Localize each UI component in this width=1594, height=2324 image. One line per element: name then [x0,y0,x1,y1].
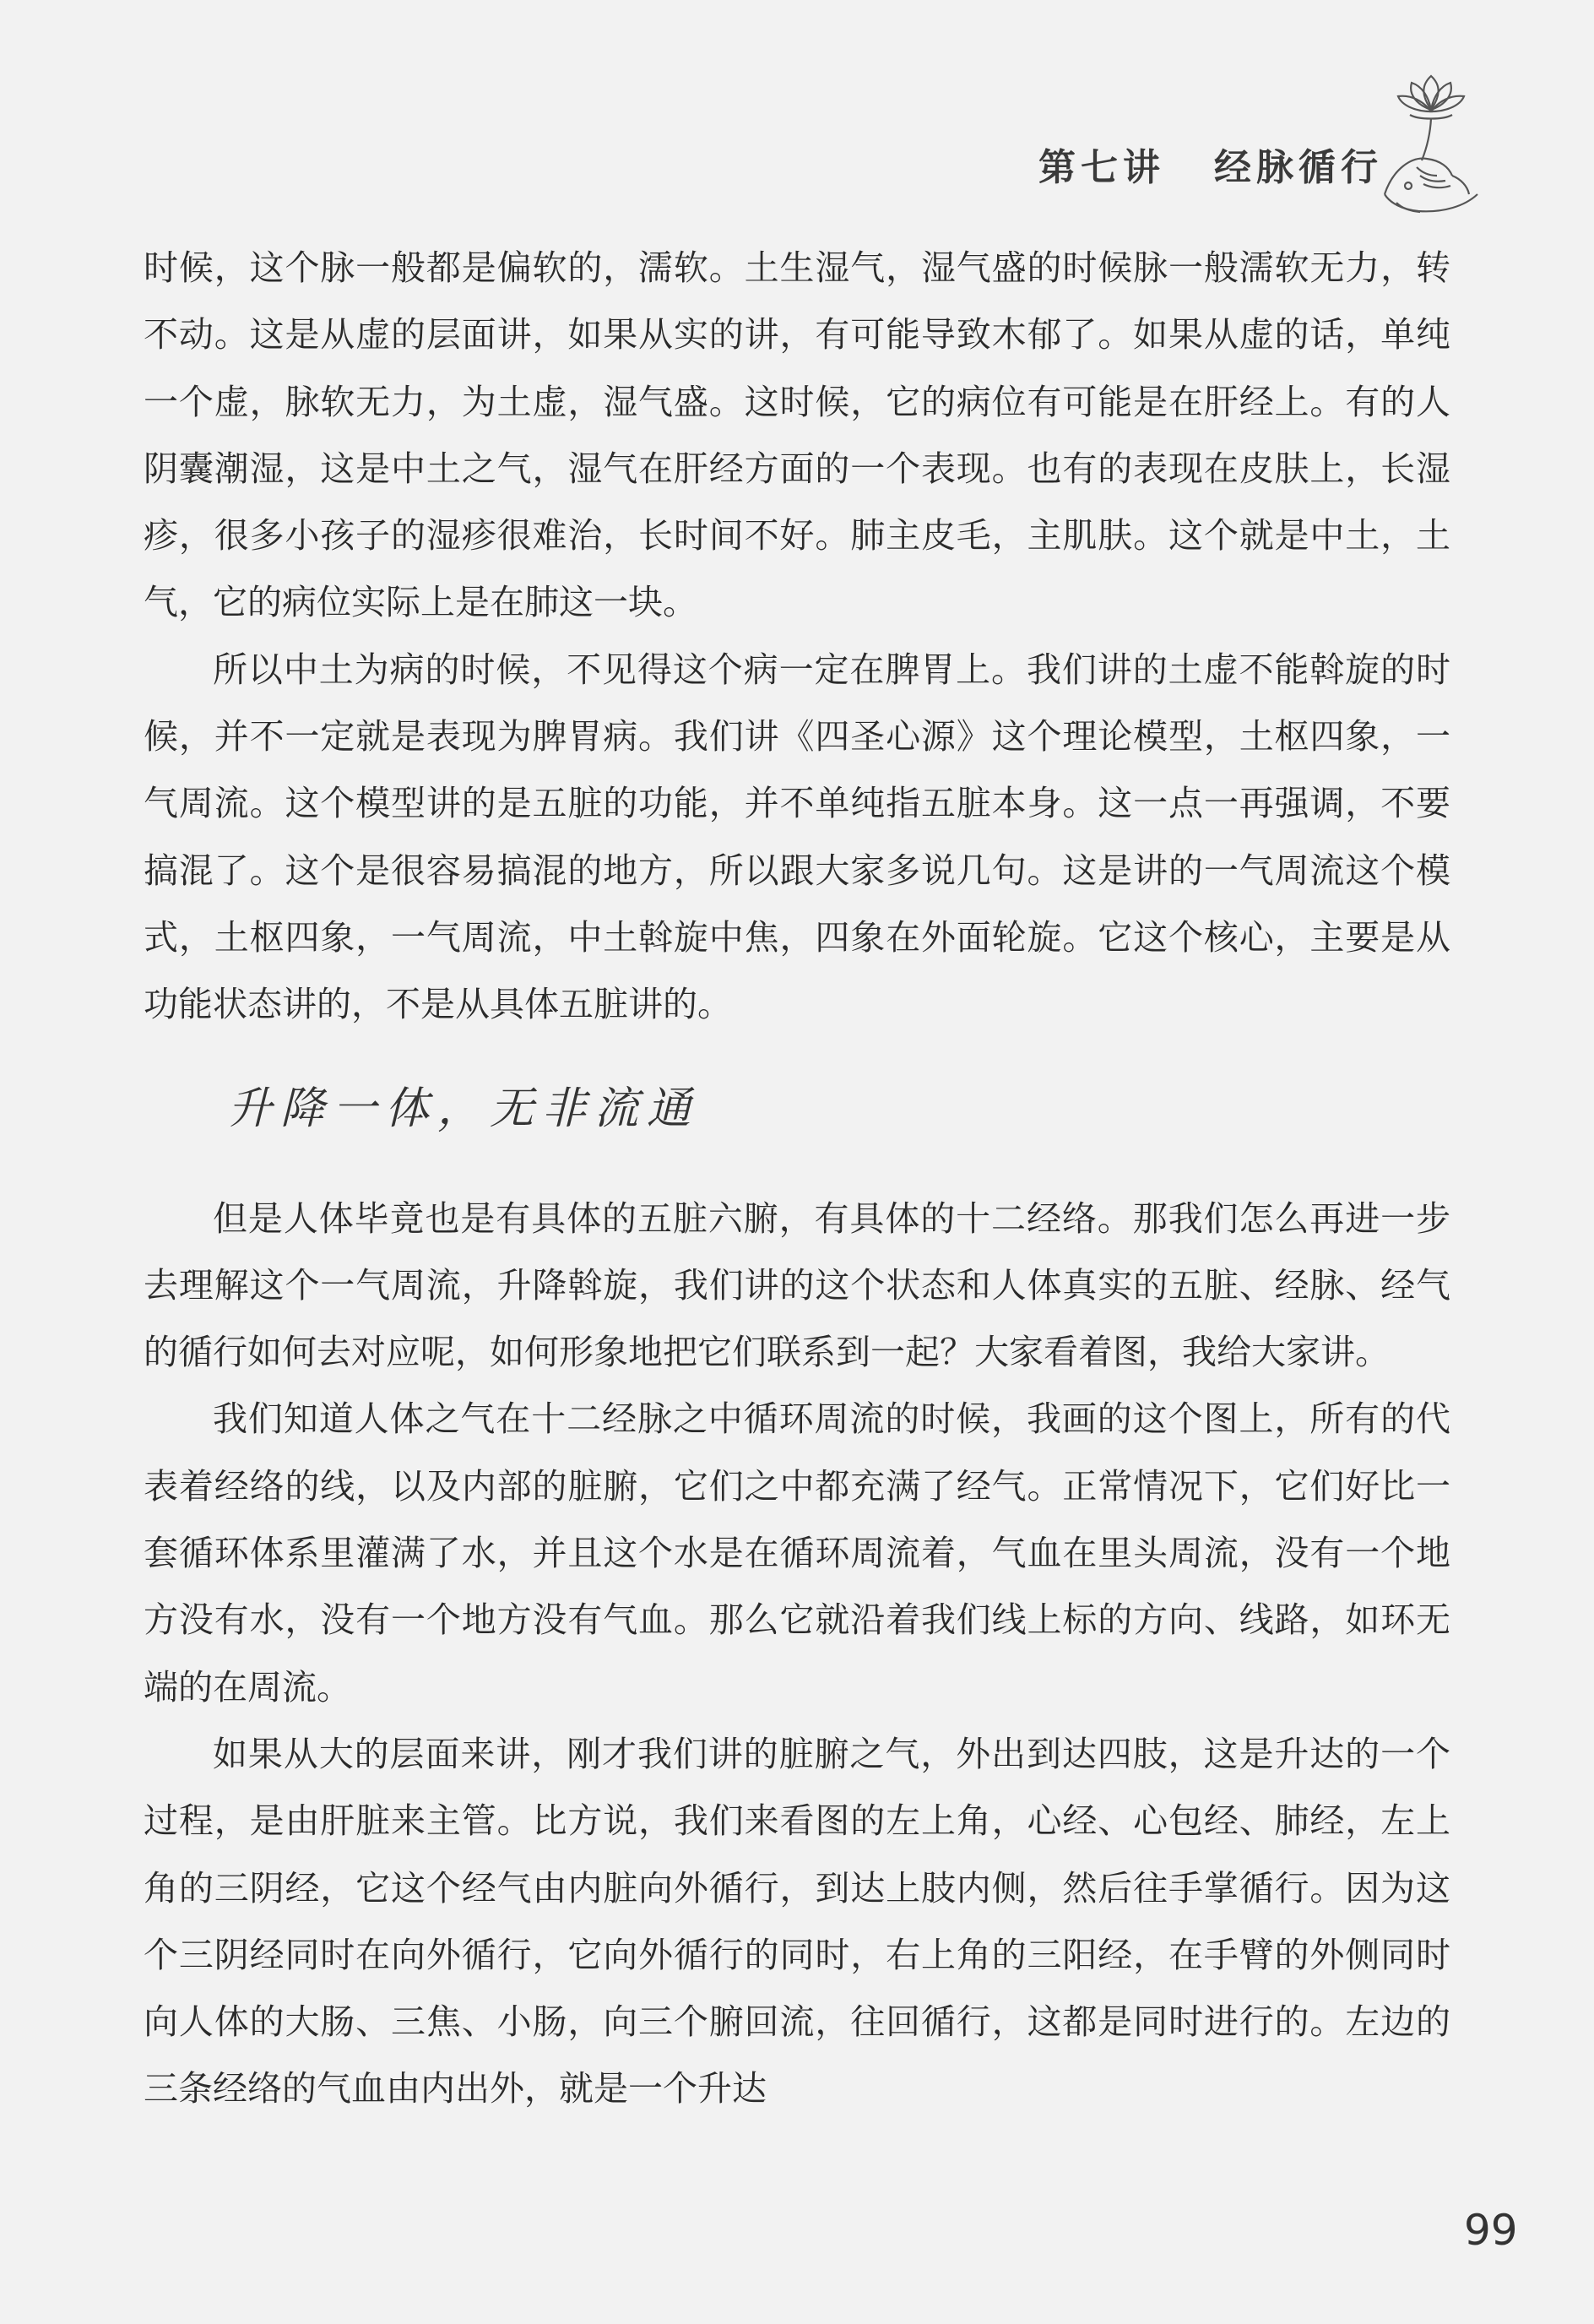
lotus-hand-icon [1368,68,1494,220]
paragraph-1: 时候，这个脉一般都是偏软的，濡软。土生湿气，湿气盛的时候脉一般濡软无力，转不动。这是从虚的层面讲，如果从实的讲，有可能导致木郁了。如果从虚的话，单纯一个虚，脉软无力，为土虚，湿气盛。这时候，它的病位有可能是在肝经上。有的人阴囊潮湿，这是中土之气，湿气在肝经方面的一个表现。也有的表现在皮肤上，长湿疹，很多小孩子的湿疹很难治，长时间不好。肺主皮毛，主肌肤。这个就是中土，土气，它的病位实际上是在肺这一块。 [144,247,1450,623]
section-heading: 升降一体，无非流通 [228,1083,700,1134]
page-number: 99 [1464,2206,1518,2255]
paragraph-5: 如果从大的层面来讲，刚才我们讲的脏腑之气，外出到达四肢，这是升达的一个过程，是由肝脏来主管。比方说，我们来看图的左上角，心经、心包经、肺经，左上角的三阴经，它这个经气由内脏向外循行，到达上肢内侧，然后往手掌循行。因为这个三阴经同时在向外循行，它向外循行的同时，右上角的三阳经，在手臂的外侧同时向人体的大肠、三焦、小肠，向三个腑回流，往回循行，这都是同时进行的。左边的三条经络的气血由内出外，就是一个升达 [144,1733,1450,2110]
chapter-title: 经脉循行 [1214,146,1383,189]
running-head [1038,137,1383,191]
paragraph-2: 所以中土为病的时候，不见得这个病一定在脾胃上。我们讲的土虚不能斡旋的时候，并不一定就是表现为脾胃病。我们讲《四圣心源》这个理论模型，土枢四象，一气周流。这个模型讲的是五脏的功能，并不单纯指五脏本身。这一点一再强调，不要搞混了。这个是很容易搞混的地方，所以跟大家多说几句。这是讲的一气周流这个模式，土枢四象，一气周流，中土斡旋中焦，四象在外面轮旋。它这个核心，主要是从功能状态讲的，不是从具体五脏讲的。 [144,649,1450,1025]
chapter-label: 第七讲 [1038,146,1165,189]
paragraph-4: 我们知道人体之气在十二经脉之中循环周流的时候，我画的这个图上，所有的代表着经络的线，以及内部的脏腑，它们之中都充满了经气。正常情况下，它们好比一套循环体系里灌满了水，并且这个水是在循环周流着，气血在里头周流，没有一个地方没有水，没有一个地方没有气血。那么它就沿着我们线上标的方向、线路，如环无端的在周流。 [144,1398,1450,1708]
body-text [144,235,1450,2123]
paragraph-3: 但是人体毕竟也是有具体的五脏六腑，有具体的十二经络。那我们怎么再进一步去理解这个一气周流，升降斡旋，我们讲的这个状态和人体真实的五脏、经脉、经气的循行如何去对应呢，如何形象地把它们联系到一起？大家看着图，我给大家讲。 [144,1197,1450,1373]
